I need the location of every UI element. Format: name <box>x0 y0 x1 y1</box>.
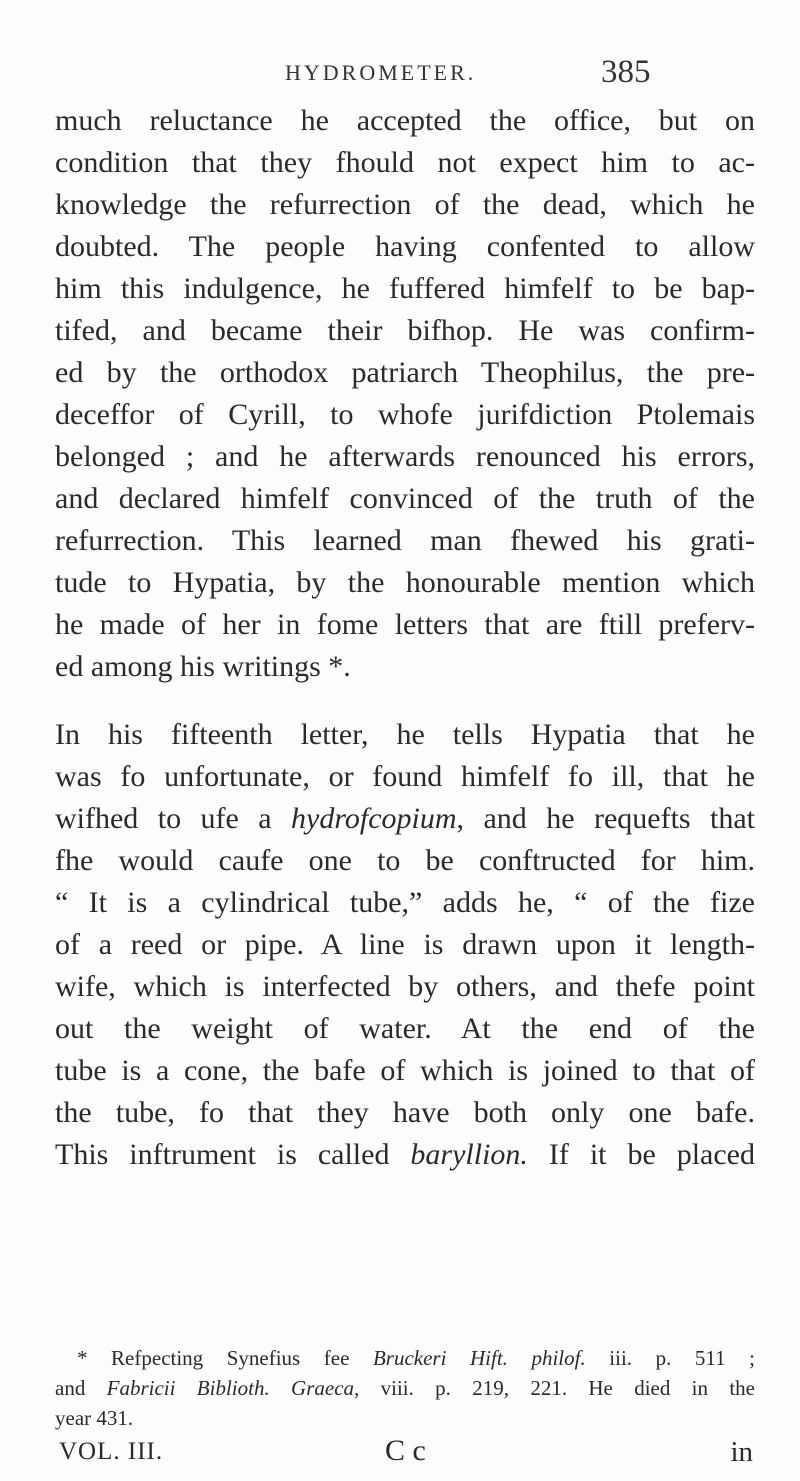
italic-citation: Fabricii Biblioth. Graeca, <box>106 1376 360 1400</box>
text-line: belonged ; and he afterwards renounced his errors, <box>55 440 755 473</box>
text-line: fhe would caufe one to be conftructed for him. <box>55 844 755 877</box>
text-line: much reluctance he accepted the office, but on <box>55 104 755 137</box>
text-run: This inftrument is called <box>55 1138 411 1171</box>
text-line: tifed, and became their bifhop. He was confirm- <box>55 314 755 347</box>
running-title: HYDROMETER. <box>285 60 477 85</box>
italic-term: hydrofcopium <box>291 802 457 835</box>
text-line: deceffor of Cyrill, to whofe jurifdiction Ptolemais <box>55 398 755 431</box>
text-run: , and he requefts that <box>456 802 755 835</box>
text-run: If it be placed <box>527 1138 755 1171</box>
text-line: “ It is a cylindrical tube,” adds he, “ of the fize <box>55 886 755 919</box>
text-line: tube is a cone, the bafe of which is joined to that of <box>55 1054 755 1087</box>
page-footer <box>55 1434 755 1474</box>
running-head <box>0 56 800 100</box>
text-run: iii. p. 511 ; <box>585 1346 755 1370</box>
text-run: wifhed to ufe a <box>55 802 291 835</box>
paragraph-gap <box>55 688 755 714</box>
text-line: In his fifteenth letter, he tells Hypatia that he <box>55 718 755 751</box>
text-line <box>55 798 755 840</box>
text-line: he made of her in fome letters that are ftill preferv- <box>55 608 755 641</box>
text-line: of a reed or pipe. A line is drawn upon it length- <box>55 928 755 961</box>
text-line: ed among his writings *. <box>55 650 351 683</box>
footnote-line <box>55 1343 755 1373</box>
footnote-line: year 431. <box>55 1406 134 1430</box>
text-line: out the weight of water. At the end of the <box>55 1012 755 1045</box>
signature-mark: C c <box>385 1434 426 1467</box>
text-line: condition that they fhould not expect him to ac- <box>55 146 755 179</box>
text-line: and declared himfelf convinced of the truth of the <box>55 482 755 515</box>
text-line: was fo unfortunate, or found himfelf fo ill, that he <box>55 760 755 793</box>
text-line: the tube, fo that they have both only one bafe. <box>55 1096 755 1129</box>
text-line: wife, which is interfected by others, and thefe point <box>55 970 755 1003</box>
text-line: knowledge the refurrection of the dead, which he <box>55 188 755 221</box>
body-text <box>55 100 755 1176</box>
text-line: him this indulgence, he fuffered himfelf to be bap- <box>55 272 755 305</box>
text-line: refurrection. This learned man fhewed his grati- <box>55 524 755 557</box>
text-line <box>55 1134 755 1176</box>
text-run: viii. p. 219, 221. He died in the <box>359 1376 755 1400</box>
italic-citation: Bruckeri Hift. philof. <box>372 1346 586 1370</box>
page-number: 385 <box>601 54 651 90</box>
text-line: ed by the orthodox patriarch Theophilus, the pre- <box>55 356 755 389</box>
text-run: and <box>55 1376 107 1400</box>
catchword: in <box>730 1436 753 1468</box>
text-run: * Refpecting Synefius fee <box>77 1346 373 1370</box>
footnote-line <box>55 1373 755 1403</box>
text-line: tude to Hypatia, by the honourable mention which <box>55 566 755 599</box>
text-line: doubted. The people having confented to allow <box>55 230 755 263</box>
footnote <box>55 1343 755 1433</box>
italic-term: baryllion. <box>410 1138 528 1171</box>
volume-label: VOL. III. <box>59 1438 164 1465</box>
